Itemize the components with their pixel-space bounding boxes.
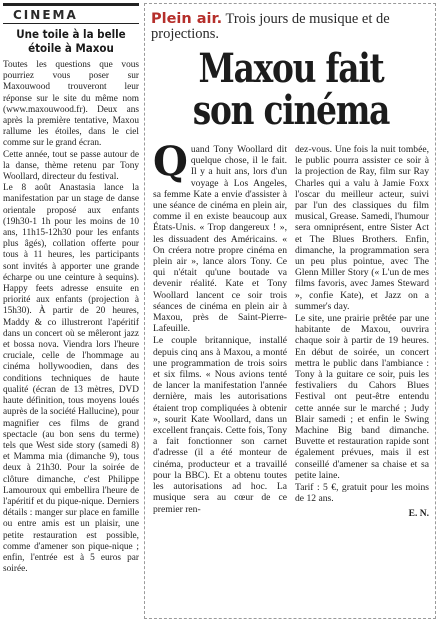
article-lead-paragraph (153, 138, 287, 335)
article-paragraph: Le site, une prairie prêtée par une habitante de Maxou, ouvrira chaque soir à partir de 19 heures. En début de soirée, un concert mettra le public dans l'ambiance : Tony à la guitare ce soir, puis les festivaliers du Cahors Blues Festival ont peut-être entendu cette année sur le marché ; Judy Blair samedi ; et enfin le Swing Machine Big band dimanche. Buvette et restauration rapide sont également prévues, mais il est conseillé d'amener sa chaise et sa petite laine. (295, 313, 429, 481)
lead-text: uand Tony Woollard dit quelque chose, il le fait. Il y a huit ans, lors d'un voyage à Los Angeles, sa femme Kate a envie d'assister à une séance de cinéma en plein air, comme il en existe beaucoup aux États-Unis. « Trop dangereux ! », les dissuadent des Américains. « On créera notre propre cinéma en plein air », lance alors Tony. Ce qui n'était qu'une boutade va devenir réalité. Kate et Tony Woollard lancent ce soir trois séances de cinéma en plein air à Maxou, près de Saint-Pierre-Lafeuille. (153, 144, 287, 335)
article-columns (153, 138, 429, 520)
article-kicker: Plein air. (151, 11, 223, 27)
sidebar-paragraph: Cette année, tout se passe autour de la danse, thème retenu par Tony Woollard, directeur du festival. (3, 149, 139, 183)
sidebar-paragraph: Le 8 août Anastasia lance la manifestation par un stage de danse orientale proposé aux enfants (19h30-1 1h pour les moins de 10 ans, 11h15-12h30 pour les enfants plus âgés), collation offerte pour tous à 11 heures, les participants sont invités à apporter une grande écharpe ou une ceinture à sequins). Happy feets adresse ensuite en priorité aux enfants (projection à 15h30). À partir de 20 heures, Maddy & co illustreront l'apéritif dans un concert où se mêleront jazz et bossa nova. Viendra lors l'heure cruciale, celle de l'hommage au cinéma hollywoodien, dans des conditions techniques de haute qualité (écran de 13 mètres, DVD haute définition, tous moyens loués auprès de la société Hallucine), pour magnifier ces films de grand spectacle (au bon sens du terme) tels que West side story (samedi 8) et Mamma mia (dimanche 9), tous deux à 21h30. Pour la soirée de clôture dimanche, c'est Philippe Lamouroux qui embellira l'heure de l'apéritif et du pique-nique. Derniers détails : manger sur place en famille ou entre amis est un plaisir, une petite restauration est possible, comme d'amener son pique-nique ; enfin, l'entrée est à 5 euros par soirée. (3, 183, 139, 575)
sidebar-body (3, 60, 139, 575)
article-column-2 (295, 144, 429, 520)
article-subhead (151, 12, 433, 42)
sidebar-title: Une toile à la belle étoile à Maxou (16, 27, 126, 55)
sidebar-column (3, 3, 139, 619)
article-paragraph: Tarif : 5 €, gratuit pour les moins de 12 ans. (295, 482, 429, 505)
article-paragraph: Le couple britannique, installé depuis cinq ans à Maxou, a monté une programmation de trois soirs et six films. « Nous avions tenté de lancer la manifestation l'année dernière, mais les autorisations étaient trop compliquées à obtenir », sourit Kate Woollard, dans un excellent français. Cette fois, Tony a fait fonctionner son carnet d'adresse (il a été monteur de cinéma, producteur et a travaillé pour la BBC). Et a obtenu toutes les autorisations ad hoc. La musique sera au cœur de ce premier ren- (153, 335, 287, 515)
article-paragraph: dez-vous. Une fois la nuit tombée, le public pourra assister ce soir à la projection de Ray, film sur Ray Charles qui a valu à Jamie Foxx l'oscar du meilleur acteur, suivi par l'un des classiques du film musical, Grease. Samedi, l'humour sera omniprésent, entre Sister Act et The Blues Brothers. Enfin, dimanche, la programmation sera un peu plus pointue, avec The Glenn Miller Story (« L'un de mes films favoris, avec James Steward », confie Kate), et Jazz on a summer's day. (295, 144, 429, 312)
article-subhead-text: Trois jours de musique et de projections. (151, 11, 390, 42)
sidebar-top-rule (3, 3, 139, 6)
author-signature: E. N. (408, 508, 429, 519)
sidebar-paragraph: Toutes les questions que vous pourriez vous poser sur Maxouwood trouveront leur réponse sur le site du même nom (www.maxouwood.fr). Deux ans après la première tentative, Maxou rallume les étoiles, dans le ciel comme sur le grand écran. (3, 60, 139, 149)
main-article (144, 3, 436, 619)
sidebar-kicker: CINEMA (13, 8, 78, 22)
article-column-1 (153, 138, 287, 520)
article-headline: Maxou fait son cinéma (192, 45, 390, 134)
sidebar-kicker-rule (3, 23, 139, 24)
drop-cap: Q (153, 138, 188, 185)
